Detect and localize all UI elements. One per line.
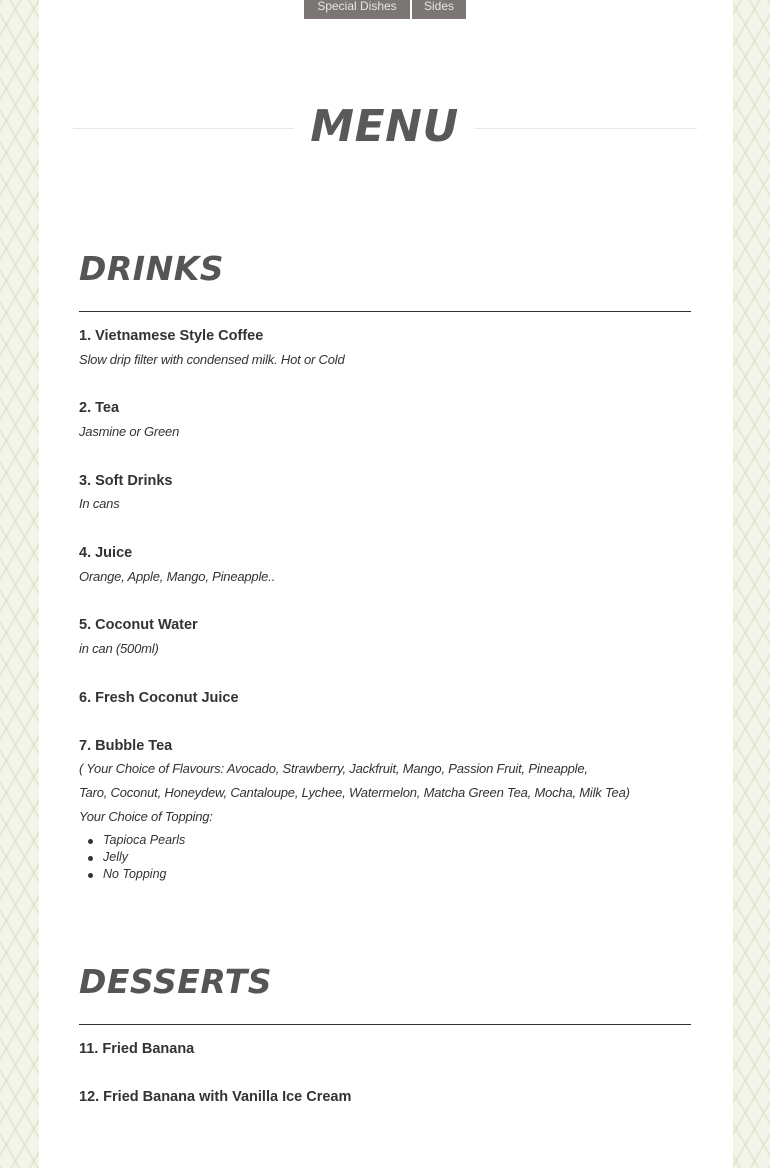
menu-item-name: 11. Fried Banana xyxy=(79,1041,195,1057)
topping-list xyxy=(103,832,185,883)
menu-item-description: Jasmine or Green xyxy=(79,424,180,439)
drinks-heading: DRINKS xyxy=(79,249,225,288)
menu-item-name: 7. Bubble Tea xyxy=(79,738,173,754)
menu-title: MENU xyxy=(310,101,459,152)
menu-item-description: in can (500ml) xyxy=(79,641,159,656)
list-item: Tapioca Pearls xyxy=(103,833,186,847)
tab-special-dishes[interactable]: Special Dishes xyxy=(304,0,410,19)
list-item: Jelly xyxy=(103,849,185,866)
tab-sides[interactable]: Sides xyxy=(412,0,466,19)
list-item: No Topping xyxy=(103,866,185,883)
menu-title-divider-left xyxy=(73,128,294,129)
desserts-heading: DESSERTS xyxy=(79,962,273,1001)
topping-choice-label: Your Choice of Topping: xyxy=(79,809,213,824)
menu-item-description: ( Your Choice of Flavours: Avocado, Strawberry, Jackfruit, Mango, Passion Fruit, Pineapple, xyxy=(79,761,588,776)
menu-item-name: 5. Coconut Water xyxy=(79,617,198,633)
menu-item-description: In cans xyxy=(79,496,120,511)
drinks-divider xyxy=(79,311,691,312)
menu-item-description: Orange, Apple, Mango, Pineapple.. xyxy=(79,569,275,584)
desserts-divider xyxy=(79,1024,691,1025)
menu-item-name: 6. Fresh Coconut Juice xyxy=(79,690,239,706)
menu-item-name: 12. Fried Banana with Vanilla Ice Cream xyxy=(79,1089,352,1105)
menu-title-divider-right xyxy=(475,128,697,129)
menu-item-description: Taro, Coconut, Honeydew, Cantaloupe, Lychee, Watermelon, Matcha Green Tea, Mocha, Milk Tea) xyxy=(79,785,630,800)
menu-page xyxy=(39,0,733,1168)
menu-item-name: 2. Tea xyxy=(79,400,120,416)
menu-item-name: 4. Juice xyxy=(79,545,133,561)
menu-item-name: 3. Soft Drinks xyxy=(79,473,173,489)
menu-item-description: Slow drip filter with condensed milk. Hot or Cold xyxy=(79,352,345,367)
menu-item-name: 1. Vietnamese Style Coffee xyxy=(79,328,264,344)
